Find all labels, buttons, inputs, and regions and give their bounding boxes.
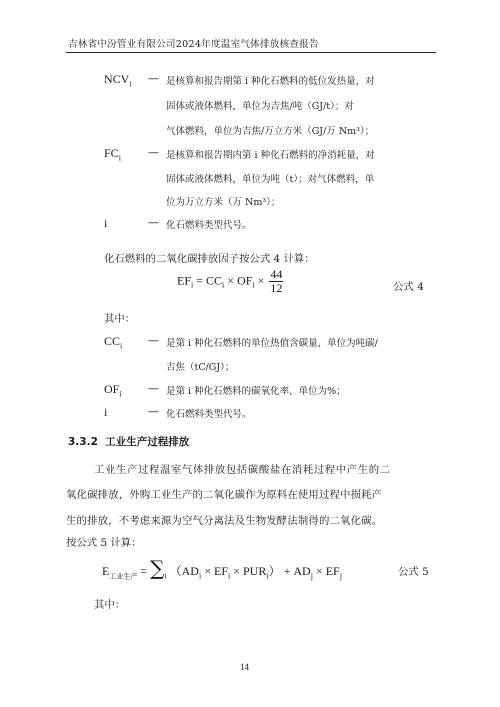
- def-dash: —: [148, 334, 159, 347]
- paragraph-line-3: 生的排放，不考虑来源为空气分离法及生物发酵法制得的二氧化碳。: [66, 515, 383, 527]
- section-number: 3.3.2: [68, 436, 98, 448]
- page-header: 吉林省中汾管业有限公司2024年度温室气体排放核查报告: [68, 39, 319, 50]
- symbol-cc: $CC_i$: [104, 334, 123, 351]
- intro-formula-4: 化石燃料的二氧化碳排放因子按公式 4 计算：: [104, 253, 315, 265]
- symbol-of: $OF_i$: [104, 382, 122, 399]
- paragraph-line-1: 工业生产过程温室气体排放包括碳酸盐在消耗过程中产生的二: [94, 464, 391, 476]
- def-cc-line-1: 是第 i 种化石燃料的单位热值含碳量，单位为吨碳/: [166, 338, 378, 349]
- def-dash: —: [148, 382, 159, 395]
- formula-4: $EF_i = CC_i \times OF_i$ × $\frac{44}{12}$: [177, 267, 283, 295]
- def-i-line-1: 化石燃料类型代号。: [166, 220, 252, 231]
- section-title: 工业生产过程排放: [105, 436, 190, 448]
- paragraph-line-2: 氧化碳排放，外购工业生产的二氧化碳作为原料在使用过程中损耗产: [66, 489, 383, 501]
- symbol-i: i: [104, 405, 108, 419]
- def-fc-line-3: 位为万立方米（万 Nm³）；: [166, 197, 281, 208]
- sigma-symbol: ∑: [150, 556, 165, 580]
- symbol-i: i: [104, 216, 108, 230]
- where-label: 其中：: [94, 599, 126, 611]
- page-number: 14: [240, 662, 249, 672]
- def-ncv-line-3: 气体燃料，单位为吉焦/万立方米（GJ/万 Nm³）；: [166, 126, 375, 137]
- symbol-fc: $FC_i$: [104, 146, 121, 163]
- formula-4-label: 公式 4: [393, 281, 424, 293]
- formula-5: $E_{工业生产} = \sum_i$ $(AD_i \times EF_i \times PUR_i) + AD_j \times EF_j$: [102, 556, 342, 581]
- section-heading: [68, 434, 189, 449]
- header-rule: [66, 52, 436, 53]
- def-i-line-1: 化石燃料类型代号。: [166, 409, 252, 420]
- def-dash: —: [148, 216, 159, 229]
- symbol-ncv: $NCV_i$: [104, 72, 132, 89]
- def-dash: —: [148, 405, 159, 418]
- formula-5-label: 公式 5: [398, 566, 429, 578]
- def-fc-line-1: 是核算和报告期内第 i 种化石燃料的净消耗量，对: [166, 150, 375, 161]
- def-dash: —: [148, 72, 159, 85]
- def-ncv-line-2: 固体或液体燃料，单位为吉焦/吨（GJ/t）；对: [166, 101, 354, 112]
- paragraph-line-4: 按公式 5 计算：: [66, 537, 142, 549]
- def-cc-line-2: 吉焦（tC/GJ）；: [166, 362, 235, 373]
- def-dash: —: [148, 146, 159, 159]
- where-label: 其中：: [104, 313, 136, 325]
- def-ncv-line-1: 是核算和报告期第 i 种化石燃料的低位发热量，对: [166, 76, 375, 87]
- fraction-44-12: $\frac{44}{12}$: [270, 267, 283, 295]
- def-of-line-1: 是第 i 种化石燃料的碳氧化率，单位为%；: [166, 386, 346, 397]
- def-fc-line-2: 固体或液体燃料，单位为吨（t）；对气体燃料，单: [166, 174, 375, 185]
